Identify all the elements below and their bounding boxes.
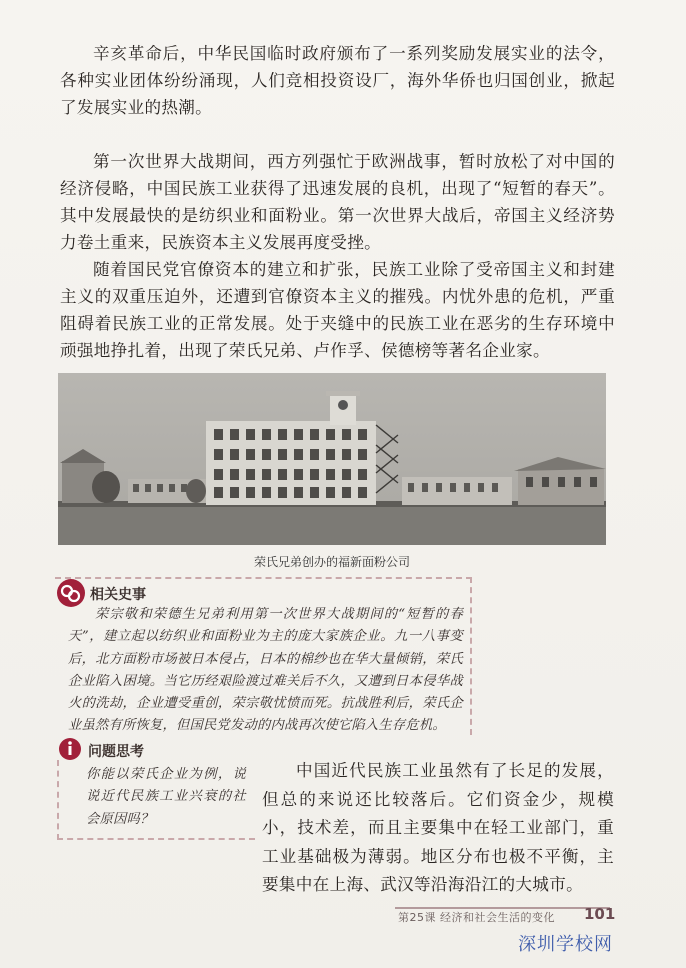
footer-lesson-title: 第25课 经济和社会生活的变化 (398, 911, 555, 924)
paragraph-1: 辛亥革命后，中华民国临时政府颁布了一系列奖励发展实业的法令，各种实业团体纷纷涌现，人们竞相投资设厂，海外华侨也归国创业，掀起了发展实业的热潮。 (60, 44, 615, 117)
factory-photo (58, 373, 606, 545)
paragraph-2: 第一次世界大战期间，西方列强忙于欧洲战事，暂时放松了对中国的经济侵略，中国民族工业获得了迅速发展的良机，出现了“短暂的春天”。其中发展最快的是纺织业和面粉业。第一次世界大战后，帝国主义经济势力卷土重来，民族资本主义发展再度受挫。 (60, 152, 615, 252)
question-box-border (57, 760, 255, 840)
paragraph-3: 随着国民党官僚资本的建立和扩张，民族工业除了受帝国主义和封建主义的双重压迫外，还遭到官僚资本主义的摧残。内忧外患的危机，严重阻碍着民族工业的正常发展。处于夹缝中的民族工业在恶劣的生存环境中顽强地挣扎着，出现了荣氏兄弟、卢作孚、侯德榜等著名企业家。 (60, 260, 615, 360)
factory-photo-image (58, 373, 606, 545)
question-body: 你能以荣氏企业为例，说说近代民族工业兴衰的社会原因吗？ (86, 767, 246, 827)
page-number: 101 (584, 905, 616, 923)
watermark-text: 深圳学校网 (518, 934, 613, 955)
related-history-body: 荣宗敬和荣德生兄弟利用第一次世界大战期间的“短暂的春天”，建立起以纺织业和面粉业为主的庞大家族企业。九一八事变后，北方面粉市场被日本侵占，日本的棉纱也在华大量倾销，荣氏企业陷入困境。当它历经艰险渡过难关后不久，又遭到日本侵华战火的洗劫，企业遭受重创，荣宗敬忧愤而死。抗战胜利后，荣氏企业虽然有所恢复，但国民党发动的内战再次使它陷入生存危机。 (68, 607, 463, 734)
closing-paragraph: 中国近代民族工业虽然有了长足的发展，但总的来说还比较落后。它们资金少，规模小，技术差，而且主要集中在轻工业部门，重工业基础极为薄弱。地区分布也极不平衡，主要集中在上海、武汉等沿海沿江的大城市。 (262, 761, 614, 894)
question-title: 问题思考 (88, 744, 144, 760)
related-history-title: 相关史事 (90, 587, 146, 603)
photo-caption: 荣氏兄弟创办的福新面粉公司 (253, 555, 410, 569)
